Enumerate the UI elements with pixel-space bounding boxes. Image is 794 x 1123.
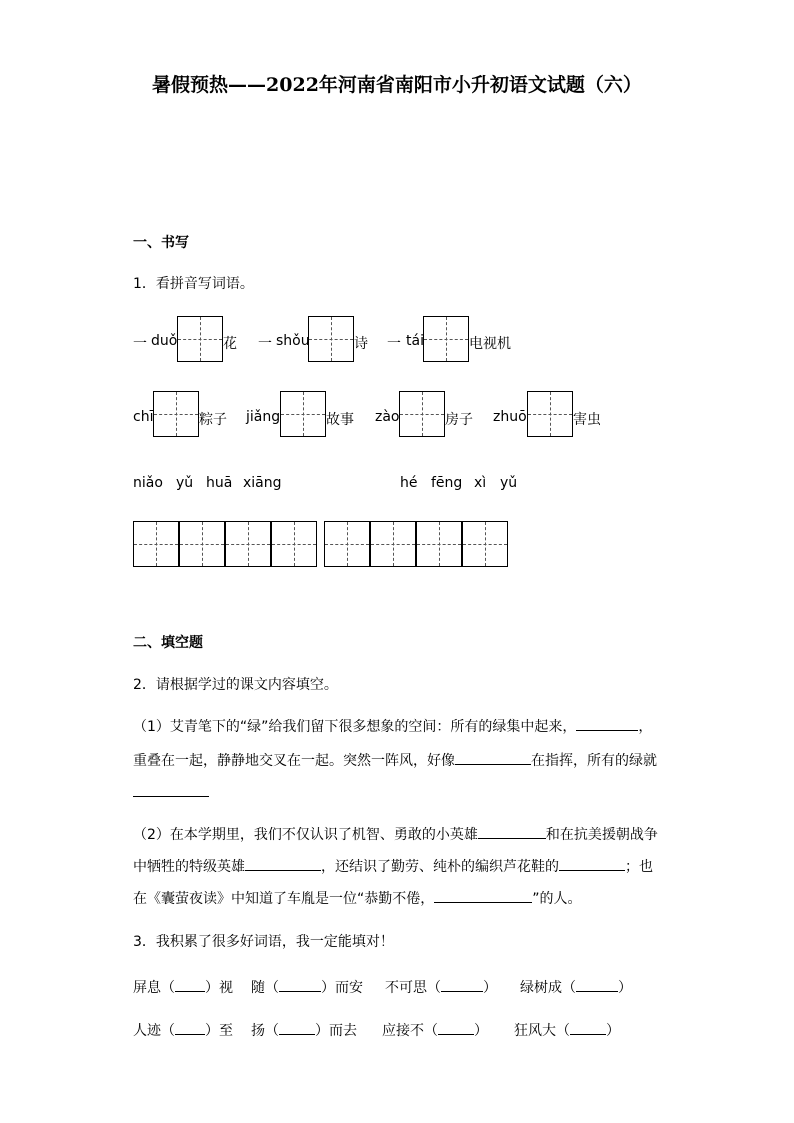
writing-box[interactable] [462, 521, 508, 567]
answer-blank[interactable] [576, 716, 638, 731]
row2-item4-pinyin: zhuō [493, 409, 527, 425]
text-span: 在《囊萤夜读》中知道了车胤是一位“恭勤不倦， [133, 891, 435, 907]
writing-box[interactable] [225, 521, 271, 567]
text-span: 屏息（ [133, 980, 175, 996]
text-span: 不可思（ [385, 980, 441, 996]
writing-box[interactable] [271, 521, 317, 567]
text-span: 狂风大（ [514, 1023, 570, 1039]
row2-item2-pinyin: jiǎng [246, 409, 281, 425]
row1-item3-suffix: 电视机 [469, 336, 511, 352]
writing-box[interactable] [179, 521, 225, 567]
writing-box[interactable] [399, 391, 445, 437]
text-span: 和在抗美援朝战争 [545, 827, 658, 843]
idiom-item [251, 1020, 357, 1040]
idiom-item [382, 1020, 488, 1040]
idiom-item [385, 977, 497, 997]
writing-box[interactable] [423, 316, 469, 362]
group2-pinyin-3: xì [474, 475, 487, 491]
text-span: 人迹（ [133, 1023, 175, 1039]
text-span: 应接不（ [382, 1023, 438, 1039]
group2-pinyin-1: hé [400, 475, 418, 491]
row2-item3-suffix: 房子 [445, 412, 473, 428]
text-span: 重叠在一起，静静地交叉在一起。突然一阵风，好像 [133, 753, 455, 769]
section-heading-fill-in: 二、填空题 [133, 635, 203, 651]
text-span: ；也 [625, 859, 653, 875]
writing-box[interactable] [308, 316, 354, 362]
answer-blank[interactable] [279, 1020, 315, 1035]
answer-blank[interactable] [245, 856, 321, 871]
section-heading-writing: 一、书写 [133, 235, 189, 251]
row2-item4-suffix: 害虫 [573, 412, 601, 428]
row1-item3-pinyin: tái [406, 333, 424, 349]
row2-item2-suffix: 故事 [326, 412, 354, 428]
text-span: ）而去 [315, 1023, 357, 1039]
writing-box[interactable] [153, 391, 199, 437]
text-span: ） [606, 1023, 620, 1039]
answer-blank[interactable] [570, 1020, 606, 1035]
answer-blank[interactable] [576, 977, 618, 992]
q2-part2-line2 [133, 856, 653, 876]
answer-blank[interactable] [438, 1020, 474, 1035]
group2-pinyin-4: yǔ [500, 475, 518, 491]
text-span: ）至 [205, 1023, 233, 1039]
writing-box[interactable] [280, 391, 326, 437]
writing-box[interactable] [370, 521, 416, 567]
writing-box[interactable] [177, 316, 223, 362]
text-span: （2）在本学期里，我们不仅认识了机智、勇敢的小英雄 [133, 827, 478, 843]
page-title: 暑假预热——2022年河南省南阳市小升初语文试题（六） [152, 74, 642, 96]
q2-part2-line3 [133, 888, 582, 908]
row1-item1-pinyin: duǒ [151, 333, 178, 349]
q2-part2-line1 [133, 824, 658, 844]
text-span: ， [638, 719, 653, 735]
text-span: 中牺牲的特级英雄 [133, 859, 245, 875]
group1-pinyin-1: niǎo [133, 475, 163, 491]
idiom-item [133, 1020, 233, 1040]
text-span: ，还结识了勤劳、纯朴的编织芦花鞋的 [321, 859, 559, 875]
q2-part1-line2 [133, 750, 657, 770]
writing-box[interactable] [133, 521, 179, 567]
idiom-item [251, 977, 363, 997]
writing-box[interactable] [527, 391, 573, 437]
answer-blank[interactable] [133, 782, 209, 797]
group1-pinyin-3: huā [206, 475, 233, 491]
answer-blank[interactable] [441, 977, 483, 992]
row1-item1-prefix: 一 [133, 336, 147, 352]
idiom-item [514, 1020, 620, 1040]
question-1-prompt: 1．看拼音写词语。 [133, 276, 254, 292]
text-span: ） [483, 980, 497, 996]
q2-part1-line1 [133, 716, 652, 736]
text-span: 绿树成（ [520, 980, 576, 996]
q2-part1-line3 [133, 782, 209, 801]
answer-blank[interactable] [279, 977, 321, 992]
row2-item3-pinyin: zào [375, 409, 400, 425]
text-span: （1）艾青笔下的“绿”给我们留下很多想象的空间：所有的绿集中起来， [133, 719, 577, 735]
text-span: ）而安 [321, 980, 363, 996]
row1-item3-prefix: 一 [387, 336, 401, 352]
text-span: 扬（ [251, 1023, 279, 1039]
group2-pinyin-2: fēng [431, 475, 463, 491]
answer-blank[interactable] [478, 824, 546, 839]
text-span: ）视 [205, 980, 233, 996]
row1-item1-suffix: 花 [223, 336, 237, 352]
answer-blank[interactable] [175, 977, 205, 992]
row1-item2-suffix: 诗 [354, 336, 368, 352]
answer-blank[interactable] [434, 888, 532, 903]
question-3-prompt: 3．我积累了很多好词语，我一定能填对！ [133, 934, 394, 950]
group1-pinyin-2: yǔ [176, 475, 194, 491]
writing-box[interactable] [324, 521, 370, 567]
text-span: ”的人。 [532, 891, 582, 907]
row1-item2-prefix: 一 [258, 336, 272, 352]
idiom-item [520, 977, 632, 997]
text-span: ） [618, 980, 632, 996]
text-span: ） [474, 1023, 488, 1039]
writing-box[interactable] [416, 521, 462, 567]
row2-item1-suffix: 粽子 [199, 412, 227, 428]
idiom-item [133, 977, 233, 997]
answer-blank[interactable] [559, 856, 625, 871]
group1-pinyin-4: xiāng [243, 475, 282, 491]
row2-item1-pinyin: chī [133, 409, 154, 425]
text-span: 在指挥，所有的绿就 [531, 753, 657, 769]
answer-blank[interactable] [175, 1020, 205, 1035]
text-span: 随（ [251, 980, 279, 996]
question-2-prompt: 2．请根据学过的课文内容填空。 [133, 677, 338, 693]
answer-blank[interactable] [455, 750, 531, 765]
row1-item2-pinyin: shǒu [276, 333, 310, 349]
